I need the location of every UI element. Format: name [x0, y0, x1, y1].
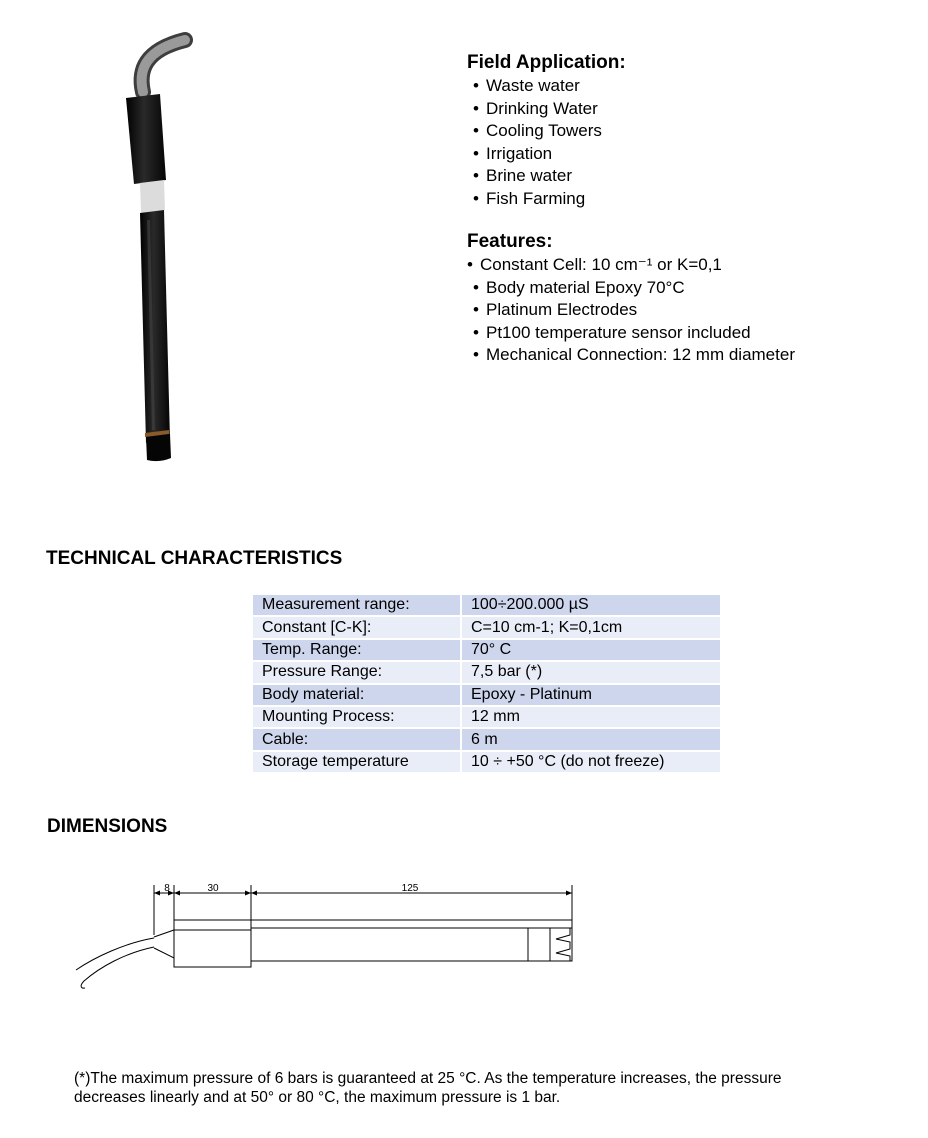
spec-label: Temp. Range:: [253, 640, 460, 660]
list-item: • Platinum Electrodes: [467, 299, 795, 322]
dimensions-title: DIMENSIONS: [47, 816, 168, 837]
list-item: • Constant Cell: 10 cm⁻¹ or K=0,1: [467, 254, 795, 277]
table-row: [253, 662, 720, 682]
spec-value: 70° C: [460, 640, 720, 660]
features-list: [467, 254, 795, 367]
table-row: [253, 685, 720, 705]
table-row: [253, 595, 720, 615]
probe-photo: [100, 30, 230, 470]
table-row: [253, 640, 720, 660]
spec-label: Pressure Range:: [253, 662, 460, 682]
spec-value: 6 m: [460, 729, 720, 749]
spec-label: Storage temperature: [253, 752, 460, 772]
spec-value: 7,5 bar (*): [460, 662, 720, 682]
dimension-label-cap: 8: [164, 883, 170, 894]
spec-label: Body material:: [253, 685, 460, 705]
list-item: • Waste water: [473, 75, 602, 98]
field-application-list: [473, 75, 602, 210]
spec-value: 12 mm: [460, 707, 720, 727]
dimension-label-head: 30: [207, 883, 219, 894]
dimensions-drawing: [70, 875, 590, 1000]
field-application-heading: Field Application:: [467, 52, 626, 73]
spec-table: [253, 593, 720, 774]
list-item: • Brine water: [473, 165, 602, 188]
dimension-label-body: 125: [401, 883, 419, 894]
table-row: [253, 617, 720, 637]
spec-label: Cable:: [253, 729, 460, 749]
footnote-line: (*)The maximum pressure of 6 bars is guaranteed at 25 °C. As the temperature increases, the pressure: [74, 1070, 782, 1087]
spec-label: Mounting Process:: [253, 707, 460, 727]
technical-characteristics-title: TECHNICAL CHARACTERISTICS: [46, 548, 343, 569]
pressure-footnote: [74, 1069, 874, 1107]
list-item: • Pt100 temperature sensor included: [467, 322, 795, 345]
table-row: [253, 752, 720, 772]
table-row: [253, 729, 720, 749]
spec-value: C=10 cm-1; K=0,1cm: [460, 617, 720, 637]
list-item: • Mechanical Connection: 12 mm diameter: [467, 344, 795, 367]
table-row: [253, 707, 720, 727]
spec-value: 10 ÷ +50 °C (do not freeze): [460, 752, 720, 772]
list-item: • Body material Epoxy 70°C: [467, 277, 795, 300]
features-heading: Features:: [467, 231, 553, 252]
footnote-line: decreases linearly and at 50° or 80 °C, the maximum pressure is 1 bar.: [74, 1089, 561, 1106]
spec-label: Measurement range:: [253, 595, 460, 615]
spec-value: 100÷200.000 µS: [460, 595, 720, 615]
spec-value: Epoxy - Platinum: [460, 685, 720, 705]
list-item: • Irrigation: [473, 143, 602, 166]
list-item: • Fish Farming: [473, 188, 602, 211]
spec-label: Constant [C-K]:: [253, 617, 460, 637]
list-item: • Drinking Water: [473, 98, 602, 121]
list-item: • Cooling Towers: [473, 120, 602, 143]
